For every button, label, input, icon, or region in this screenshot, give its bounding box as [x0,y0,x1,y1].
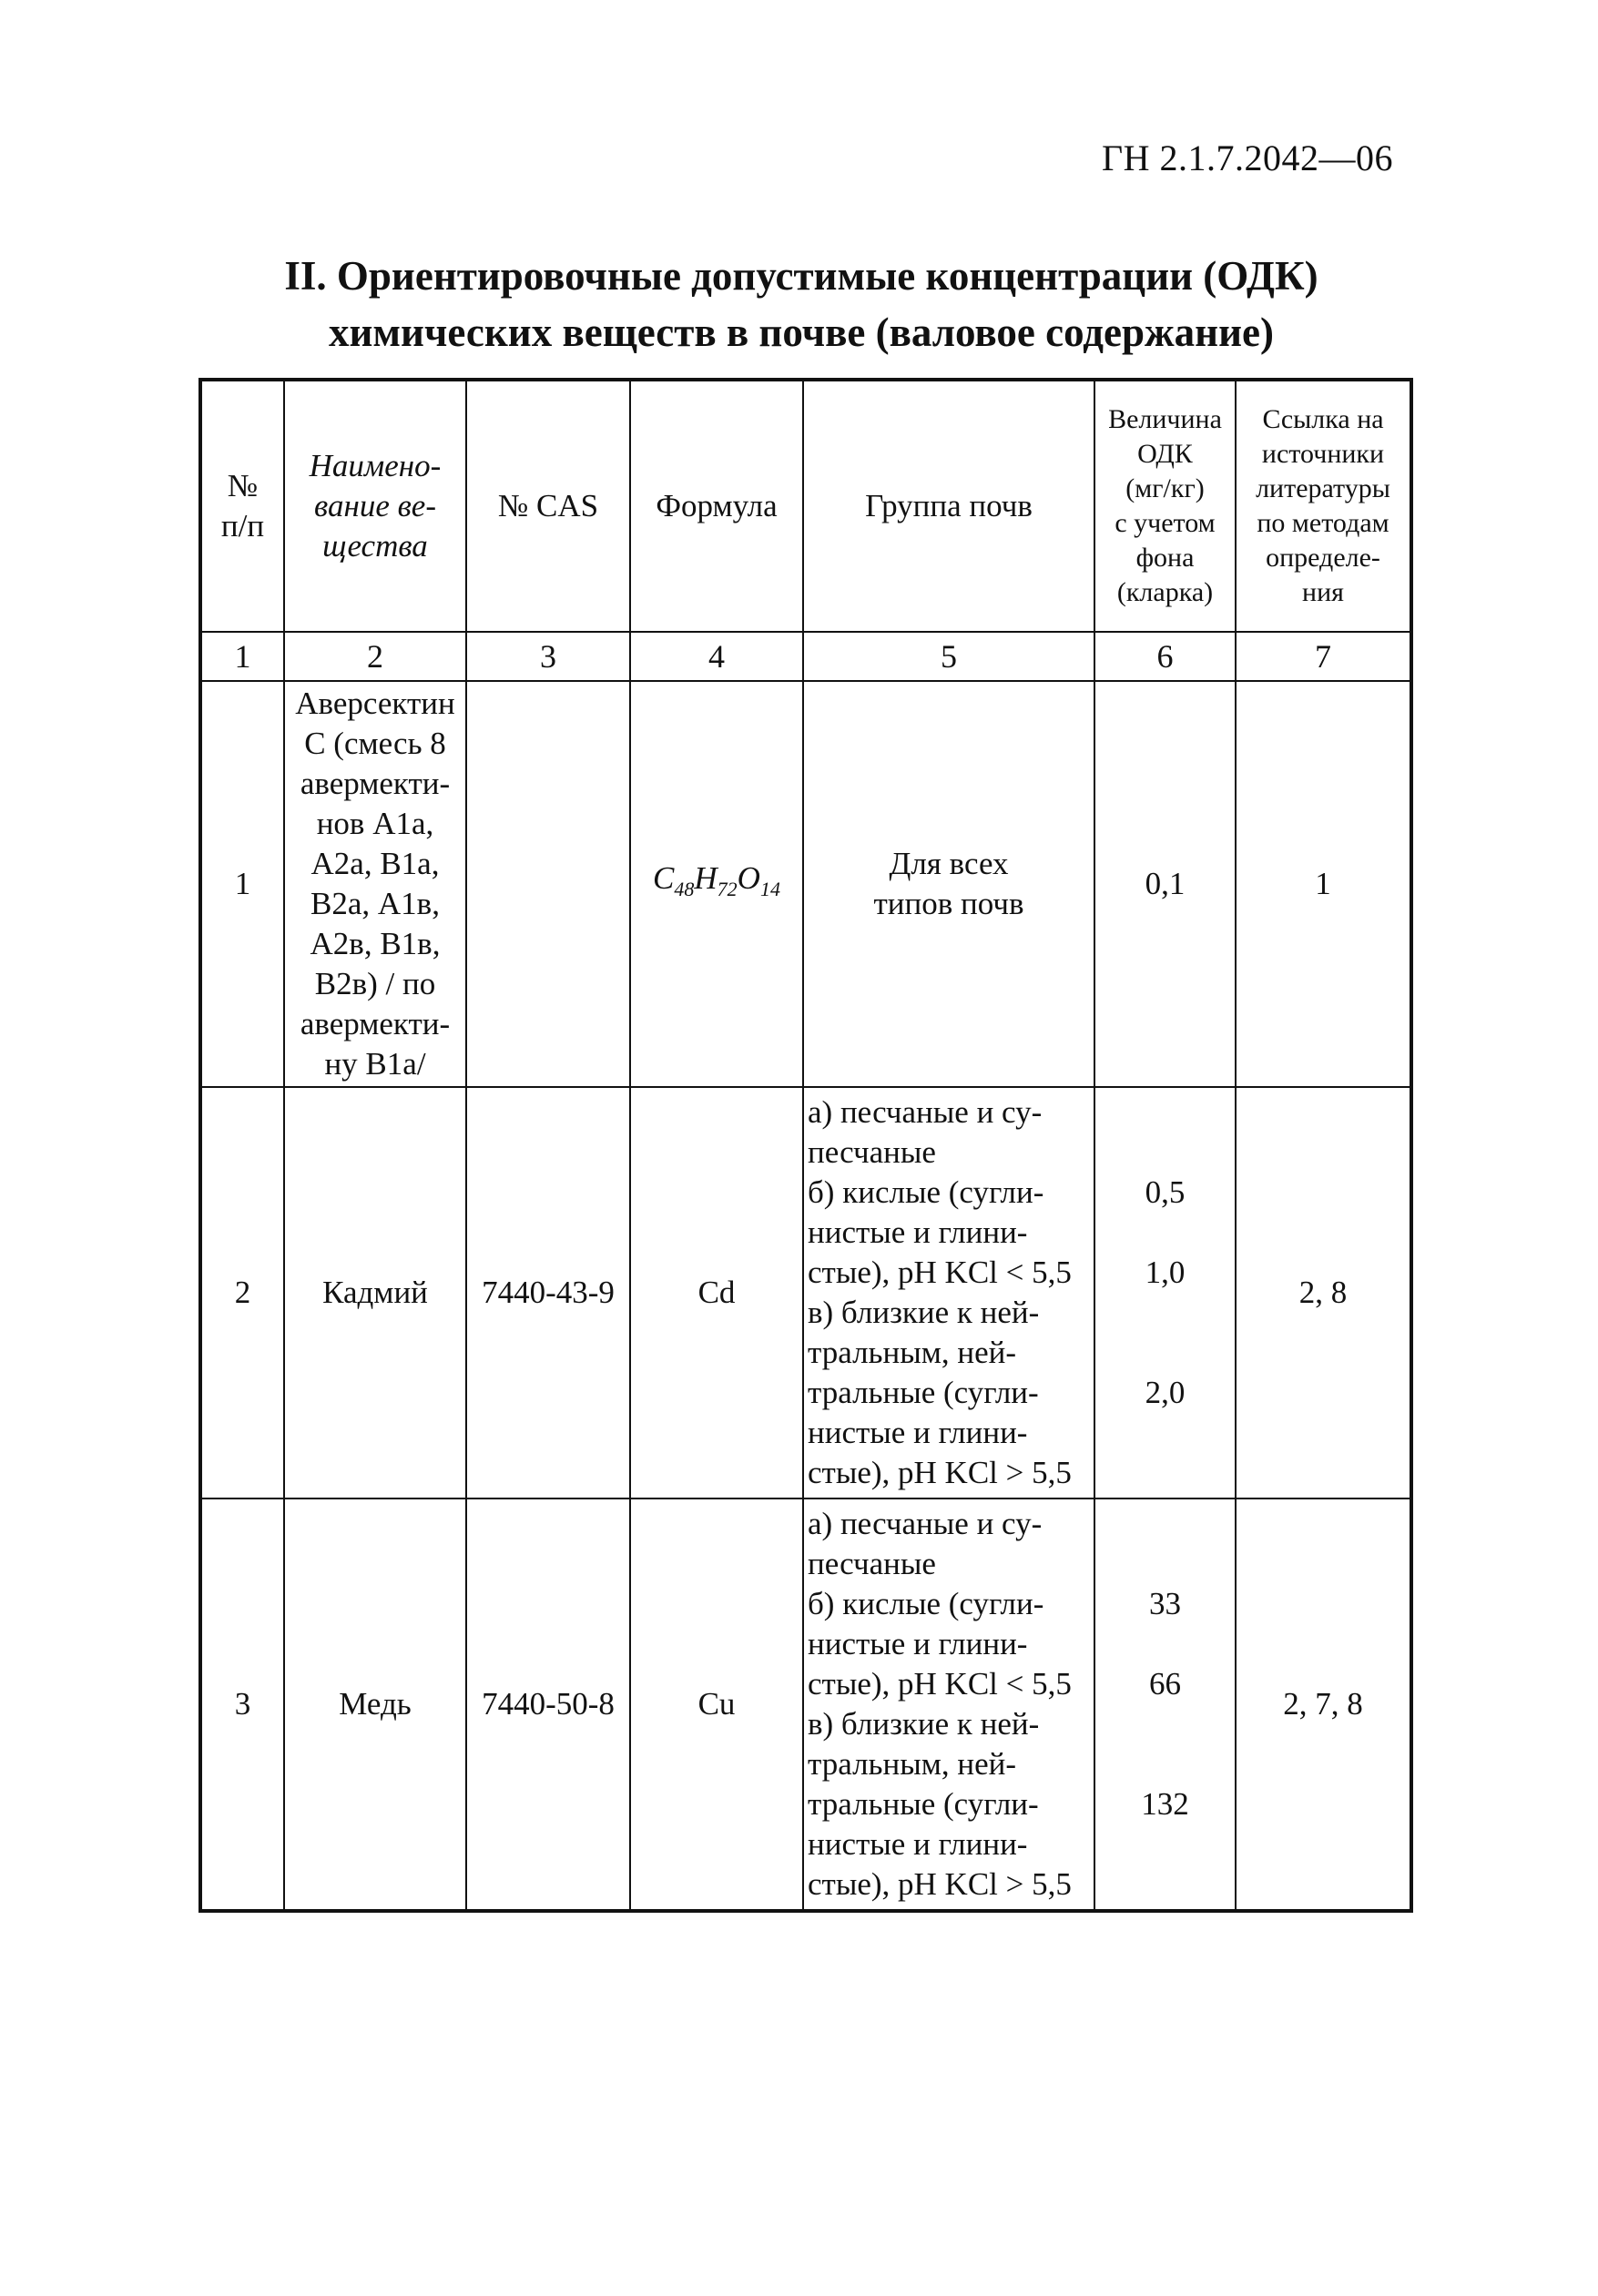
formula: Cu [630,1498,803,1911]
cas-number: 7440-43-9 [466,1087,630,1498]
substance-name: Аверсектин С (смесь 8 авермекти- нов А1а, А2а, В1а, В2а, А1в, А2в, В1в, В2в) / по авермекти- ну В1а/ [284,681,466,1087]
row-num: 1 [200,681,284,1087]
column-number: 3 [466,632,630,681]
header-num: № п/п [200,380,284,632]
title-line-1: II. Ориентировочные допустимые концентрации (ОДК) [284,253,1318,299]
formula: $C_{48}H_{72}O_{14}$ [630,681,803,1087]
header-value: Величина ОДК (мг/кг) с учетом фона (кларка) [1094,380,1236,632]
soil-group: Для всех типов почв [803,681,1094,1087]
cas-number [466,681,630,1087]
table-row [200,1087,1411,1498]
reference: 2, 7, 8 [1236,1498,1411,1911]
table-row [200,681,1411,1087]
row-num: 2 [200,1087,284,1498]
column-number: 4 [630,632,803,681]
cas-number: 7440-50-8 [466,1498,630,1911]
header-formula: Формула [630,380,803,632]
title-line-2: химических веществ в почве (валовое содержание) [328,310,1275,355]
substance-name: Медь [284,1498,466,1911]
column-number: 1 [200,632,284,681]
reference: 2, 8 [1236,1087,1411,1498]
header-cas: № CAS [466,380,630,632]
column-number-row [200,632,1411,681]
column-number: 7 [1236,632,1411,681]
document-code: ГН 2.1.7.2042—06 [1101,137,1393,178]
soil-group: а) песчаные и су- песчаные б) кислые (сугли- нистые и глини- стые), рН KCl < 5,5 в) близкие к ней- тральным, ней- тральные (сугли- нистые и глини- стые), рН KCl > 5,5 [803,1498,1094,1911]
row-num: 3 [200,1498,284,1911]
page-title [164,248,1439,361]
column-number: 2 [284,632,466,681]
soil-group: а) песчаные и су- песчаные б) кислые (сугли- нистые и глини- стые), рН KCl < 5,5 в) близкие к ней- тральным, ней- тральные (сугли- нистые и глини- стые), рН KCl > 5,5 [803,1087,1094,1498]
header-group: Группа почв [803,380,1094,632]
formula: Cd [630,1087,803,1498]
odk-value: 0,5 1,0 2,0 [1094,1087,1236,1498]
substance-name: Кадмий [284,1087,466,1498]
odk-value: 33 66 132 [1094,1498,1236,1911]
header-name: Наимено- вание ве- щества [284,380,466,632]
column-number: 5 [803,632,1094,681]
table-row [200,1498,1411,1911]
reference: 1 [1236,681,1411,1087]
odk-value: 0,1 [1094,681,1236,1087]
header-row [200,380,1411,632]
header-ref: Ссылка на источники литературы по методам определе- ния [1236,380,1411,632]
column-number: 6 [1094,632,1236,681]
odk-table [198,378,1413,1913]
